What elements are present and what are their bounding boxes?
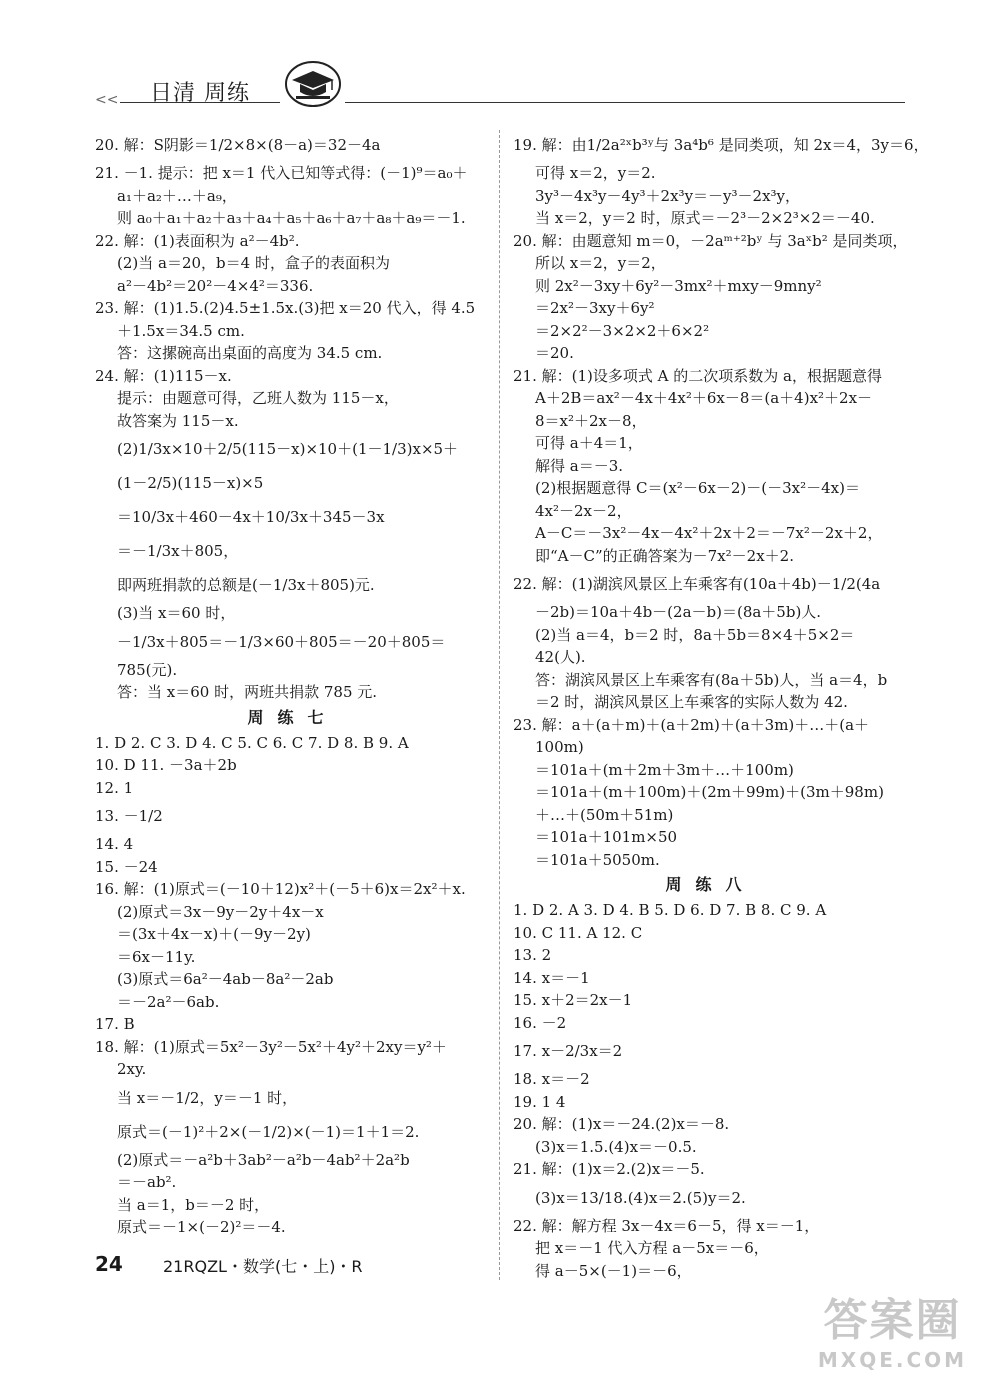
answer-line: ＝－1/3x＋805， <box>117 542 239 560</box>
answer-line: －2b)＝10a＋4b－(2a－b)＝(8a＋5b)人. <box>535 603 822 621</box>
answer-line: ＝20. <box>535 344 574 362</box>
answer-line: 答：这摞碗高出桌面的高度为 34.5 cm. <box>117 344 383 362</box>
answer-line: ＝10/3x＋460－4x＋10/3x＋345－3x <box>117 508 385 526</box>
answer-line: (2)原式＝3x－9y－2y＋4x－x <box>117 902 324 921</box>
column-divider <box>499 130 500 1280</box>
answer-line: 当 x＝－1/2，y＝－1 时， <box>117 1088 298 1107</box>
answer-line: 20. 解：S阴影＝1/2×8×(8－a)＝32－4a <box>95 136 381 154</box>
answer-line: ＝101a＋101m×50 <box>535 828 678 846</box>
answer-line: (3)当 x＝60 时， <box>117 604 236 622</box>
answer-line: ＝－ab². <box>117 1173 177 1191</box>
answer-line: ＝2x²－3xy＋6y² <box>535 299 655 317</box>
answer-line: 18. x＝－2 <box>513 1070 590 1088</box>
answer-line: 21. 解：(1)x＝2.(2)x＝－5. <box>513 1160 705 1178</box>
answer-line: 故答案为 115－x. <box>117 411 239 430</box>
answer-line: ＝2×2²－3×2×2＋6×2² <box>535 321 710 340</box>
answer-line: 20. 解：由题意知 m＝0，－2aᵐ⁺²bʸ 与 3aˣb² 是同类项， <box>513 231 908 250</box>
answer-line: 18. 解：(1)原式＝5x²－3y²－5x²＋4y²＋2xy＝y²＋ <box>95 1037 447 1056</box>
answer-line: 10. C 11. A 12. C <box>513 923 643 942</box>
section-title: 周练七 <box>247 707 338 727</box>
answer-line: (2)1/3x×10＋2/5(115－x)×10＋(1－1/3)x×5＋ <box>117 440 459 458</box>
answer-line: 即“A－C”的正确答案为－7x²－2x＋2. <box>535 546 794 565</box>
answer-line: ＋…＋(50m＋51m) <box>535 805 674 824</box>
answer-line: 785(元). <box>117 660 178 679</box>
answer-line: ＝(3x＋4x－x)＋(－9y－2y) <box>117 925 311 943</box>
answer-line: 则 a₀＋a₁＋a₂＋a₃＋a₄＋a₅＋a₆＋a₇＋a₈＋a₉＝－1. <box>117 209 466 227</box>
answer-line: 14. x＝－1 <box>513 968 590 987</box>
answer-line: A＋2B＝ax²－4x＋4x²＋6x－8＝(a＋4)x²＋2x－ <box>535 389 873 407</box>
answer-line: 17. B <box>95 1015 135 1033</box>
answer-line: (3)x＝1.5.(4)x＝－0.5. <box>535 1137 697 1156</box>
answer-line: ＝－2a²－6ab. <box>117 992 220 1011</box>
answer-line: －1/3x＋805＝－1/3×60＋805＝－20＋805＝ <box>117 632 446 651</box>
answer-line: 16. 解：(1)原式＝(－10＋12)x²＋(－5＋6)x＝2x²＋x. <box>95 880 466 898</box>
answer-line: 13. －1/2 <box>95 807 163 825</box>
answer-line: (2)根据题意得 C＝(x²－6x－2)－(－3x²－4x)＝ <box>535 479 860 497</box>
answer-line: 22. 解：(1)表面积为 a²－4b². <box>95 231 300 250</box>
answer-line: 4x²－2x－2， <box>535 501 632 520</box>
answer-line: 15. x＋2＝2x－1 <box>513 991 633 1009</box>
answer-line: a²－4b²＝20²－4×4²＝336. <box>117 276 314 295</box>
answer-line: A－C＝－3x²－4x－4x²＋2x＋2＝－7x²－2x＋2， <box>535 524 883 542</box>
answer-line: 1. D 2. C 3. D 4. C 5. C 6. C 7. D 8. B 9. A <box>95 733 409 752</box>
answer-line: 则 2x²－3xy＋6y²－3mx²＋mxy－9mny² <box>535 276 822 295</box>
answer-line: 解得 a＝－3. <box>535 456 624 475</box>
header-title: 日清 周练 <box>150 81 250 106</box>
answer-line: 8＝x²＋2x－8， <box>535 411 647 430</box>
answer-line: (2)原式＝－a²b＋3ab²－a²b－4ab²＋2a²b <box>117 1150 410 1169</box>
answer-line: ＝2 时，湖滨风景区上车乘客的实际人数为 42. <box>535 693 848 711</box>
watermark-logo <box>805 1295 980 1385</box>
watermark-sub: MXQE.COM <box>817 1348 968 1372</box>
answer-line: 可得 a＋4＝1， <box>535 434 643 452</box>
answer-line: ＋1.5x＝34.5 cm. <box>117 321 245 340</box>
answer-line: 提示：由题意可得，乙班人数为 115－x， <box>117 389 399 407</box>
section-title: 周练八 <box>665 875 756 894</box>
page-number: 24 <box>95 1252 123 1276</box>
answer-line: 15. －24 <box>95 857 158 876</box>
answer-line: 19. 1 4 <box>513 1092 566 1111</box>
answer-line: 可得 x＝2，y＝2. <box>535 164 656 182</box>
answer-line: 21. 解：(1)设多项式 A 的二次项系数为 a，根据题意得 <box>513 366 882 385</box>
answer-line: (1－2/5)(115－x)×5 <box>117 474 264 492</box>
page-header <box>0 0 1000 120</box>
answer-line: 23. 解：(1)1.5.(2)4.5±1.5x.(3)把 x＝20 代入，得 4.5 <box>95 299 476 317</box>
answer-line: 原式＝(－1)²＋2×(－1/2)×(－1)＝1＋1＝2. <box>117 1122 420 1141</box>
answer-line: 12. 1 <box>95 778 134 797</box>
watermark-main: 答案圈 <box>823 1295 962 1346</box>
answer-line: 14. 4 <box>95 835 134 853</box>
page-footer <box>95 1252 895 1292</box>
answer-line: 13. 2 <box>513 946 552 964</box>
answer-line: a₁＋a₂＋…＋a₉， <box>117 186 237 205</box>
answer-line: 即两班捐款的总额是(－1/3x＋805)元. <box>117 576 375 594</box>
answer-line: 1. D 2. A 3. D 4. B 5. D 6. D 7. B 8. C 9. A <box>513 901 827 919</box>
answer-line: 把 x＝－1 代入方程 a－5x＝－6， <box>535 1239 769 1257</box>
answer-line: 21. －1. 提示：把 x＝1 代入已知等式得：(－1)⁹＝a₀＋ <box>95 164 468 182</box>
answer-line: 2xy. <box>117 1060 147 1078</box>
answer-line: 20. 解：(1)x＝－24.(2)x＝－8. <box>513 1115 730 1133</box>
answer-line: (2)当 a＝4，b＝2 时，8a＋5b＝8×4＋5×2＝ <box>535 625 855 644</box>
answer-line: 10. D 11. －3a＋2b <box>95 756 237 774</box>
answer-line: 17. x－2/3x＝2 <box>513 1042 623 1060</box>
book-code: 21RQZL・数学(七・上)・R <box>163 1257 363 1276</box>
header-rule-right <box>345 102 905 103</box>
answer-line: 原式＝－1×(－2)²＝－4. <box>117 1218 286 1236</box>
answer-line: 16. －2 <box>513 1013 567 1032</box>
header-arrows: << <box>95 92 119 108</box>
answer-line: 19. 解：由1/2a²ˣb³ʸ与 3a⁴b⁶ 是同类项，知 2x＝4，3y＝6， <box>513 136 929 154</box>
answer-line: 得 a－5×(－1)＝－6， <box>535 1261 692 1280</box>
answer-line: ＝101a＋(m＋100m)＋(2m＋99m)＋(3m＋98m) <box>535 783 884 801</box>
answer-line: 22. 解：解方程 3x－4x＝6－5，得 x＝－1， <box>513 1216 820 1235</box>
left-answer-column <box>95 128 490 1239</box>
answer-line: 答：当 x＝60 时，两班共捐款 785 元. <box>117 683 378 701</box>
answer-line: 23. 解：a＋(a＋m)＋(a＋2m)＋(a＋3m)＋…＋(a＋ <box>513 715 870 734</box>
answer-line: ＝101a＋(m＋2m＋3m＋…＋100m) <box>535 760 794 779</box>
answer-line: 22. 解：(1)湖滨风景区上车乘客有(10a＋4b)－1/2(4a <box>513 575 881 593</box>
answer-line: ＝101a＋5050m. <box>535 850 660 869</box>
answer-line: (3)原式＝6a²－4ab－8a²－2ab <box>117 970 334 988</box>
answer-line: 当 x＝2，y＝2 时，原式＝－2³－2×2³×2＝－40. <box>535 209 875 227</box>
right-answer-column <box>513 128 929 1282</box>
answer-line: 100m) <box>535 738 584 756</box>
answer-line: 42(人). <box>535 648 586 666</box>
answer-line: (3)x＝13/18.(4)x＝2.(5)y＝2. <box>535 1188 746 1207</box>
answer-line: 24. 解：(1)115－x. <box>95 366 232 385</box>
answer-line: (2)当 a＝20，b＝4 时，盒子的表面积为 <box>117 254 390 272</box>
answer-line: 答：湖滨风景区上车乘客有(8a＋5b)人，当 a＝4，b <box>535 670 888 689</box>
answer-line: 所以 x＝2，y＝2， <box>535 254 666 272</box>
answer-line: ＝6x－11y. <box>117 947 196 966</box>
answer-line: 当 a＝1，b＝－2 时， <box>117 1195 270 1214</box>
answer-line: 3y³－4x³y－4y³＋2x³y＝－y³－2x³y， <box>535 186 801 205</box>
graduation-cap-icon <box>284 60 342 108</box>
